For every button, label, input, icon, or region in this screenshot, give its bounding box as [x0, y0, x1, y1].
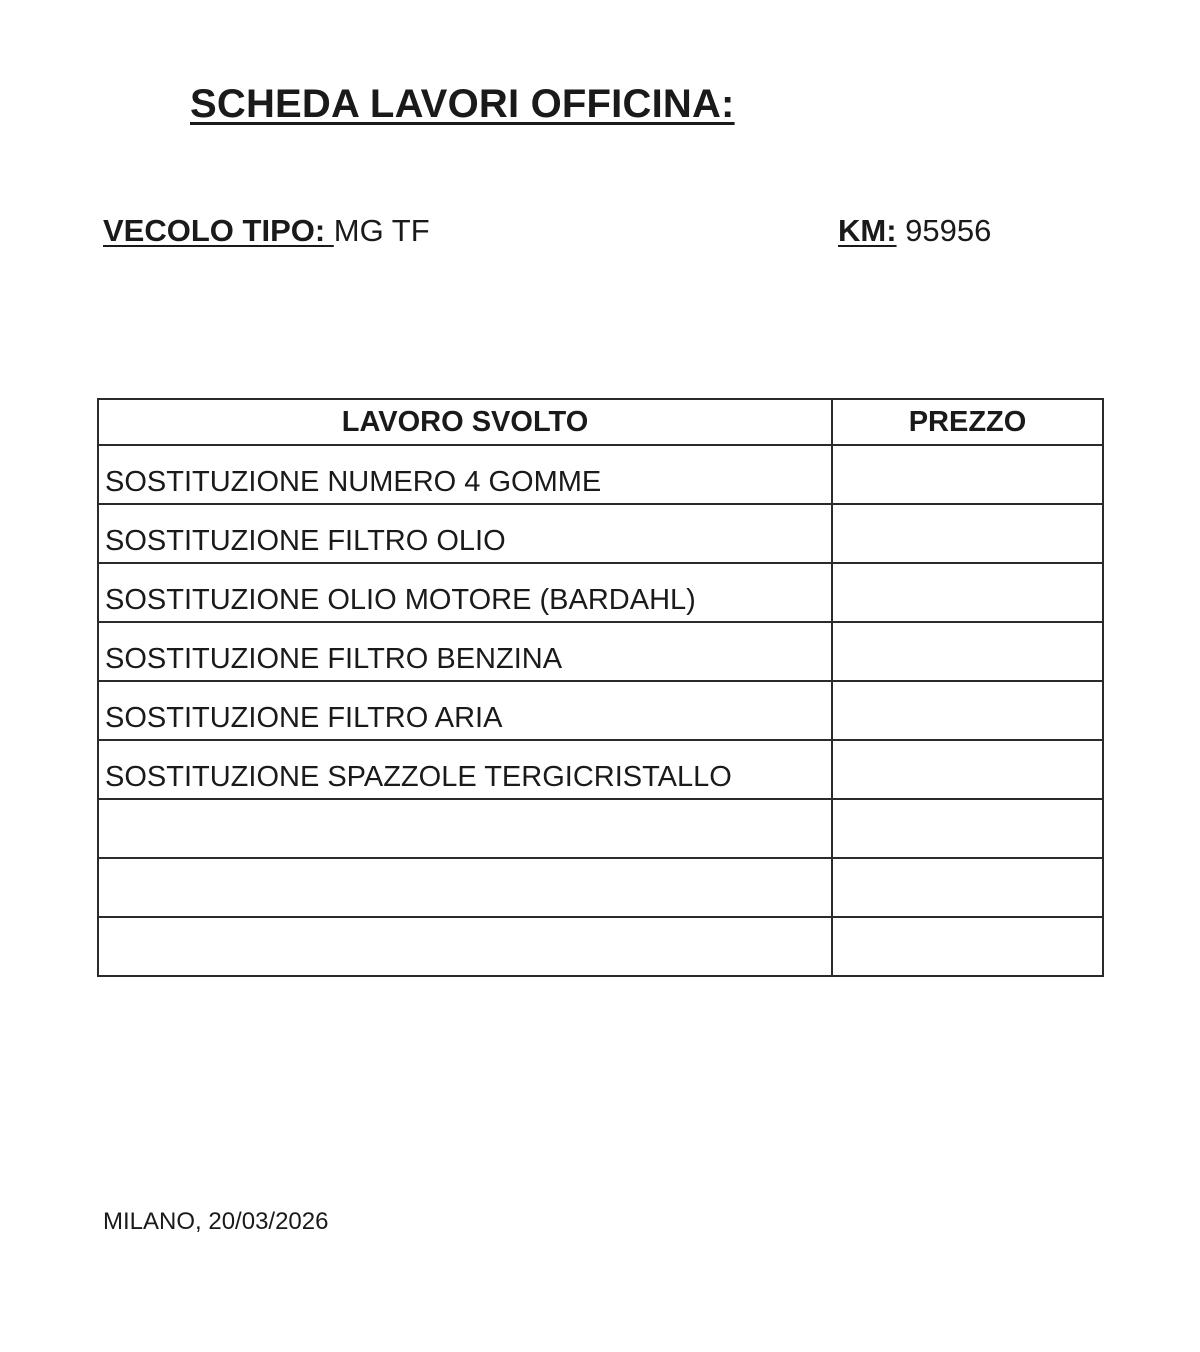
- km-label: KM:: [838, 213, 897, 248]
- price-cell: [832, 622, 1103, 681]
- job-cell: SOSTITUZIONE FILTRO ARIA: [98, 681, 832, 740]
- jobs-table: [97, 398, 1104, 977]
- price-cell: [832, 504, 1103, 563]
- price-cell: [832, 563, 1103, 622]
- job-cell: SOSTITUZIONE FILTRO OLIO: [98, 504, 832, 563]
- km-field: [838, 213, 991, 249]
- header-job: LAVORO SVOLTO: [98, 399, 832, 445]
- price-cell: [832, 681, 1103, 740]
- vehicle-type-field: [103, 213, 430, 249]
- table-row: [98, 622, 1103, 681]
- table-row: [98, 799, 1103, 858]
- table-row: [98, 504, 1103, 563]
- job-cell: [98, 917, 832, 976]
- job-cell: [98, 858, 832, 917]
- header-price: PREZZO: [832, 399, 1103, 445]
- job-cell: SOSTITUZIONE SPAZZOLE TERGICRISTALLO: [98, 740, 832, 799]
- job-cell: SOSTITUZIONE FILTRO BENZINA: [98, 622, 832, 681]
- table-row: [98, 740, 1103, 799]
- price-cell: [832, 917, 1103, 976]
- price-cell: [832, 740, 1103, 799]
- job-cell: SOSTITUZIONE OLIO MOTORE (BARDAHL): [98, 563, 832, 622]
- table-row: [98, 563, 1103, 622]
- table-row: [98, 917, 1103, 976]
- price-cell: [832, 858, 1103, 917]
- price-cell: [832, 799, 1103, 858]
- vehicle-type-value: MG TF: [333, 213, 430, 248]
- document-title: SCHEDA LAVORI OFFICINA:: [190, 82, 735, 126]
- job-cell: [98, 799, 832, 858]
- job-cell: SOSTITUZIONE NUMERO 4 GOMME: [98, 445, 832, 504]
- km-value: 95956: [896, 213, 992, 248]
- table-row: [98, 681, 1103, 740]
- price-cell: [832, 445, 1103, 504]
- table-header-row: [98, 399, 1103, 445]
- table-row: [98, 858, 1103, 917]
- table-row: [98, 445, 1103, 504]
- place-date: MILANO, 20/03/2026: [103, 1208, 329, 1235]
- vehicle-type-label: VECOLO TIPO:: [103, 213, 334, 248]
